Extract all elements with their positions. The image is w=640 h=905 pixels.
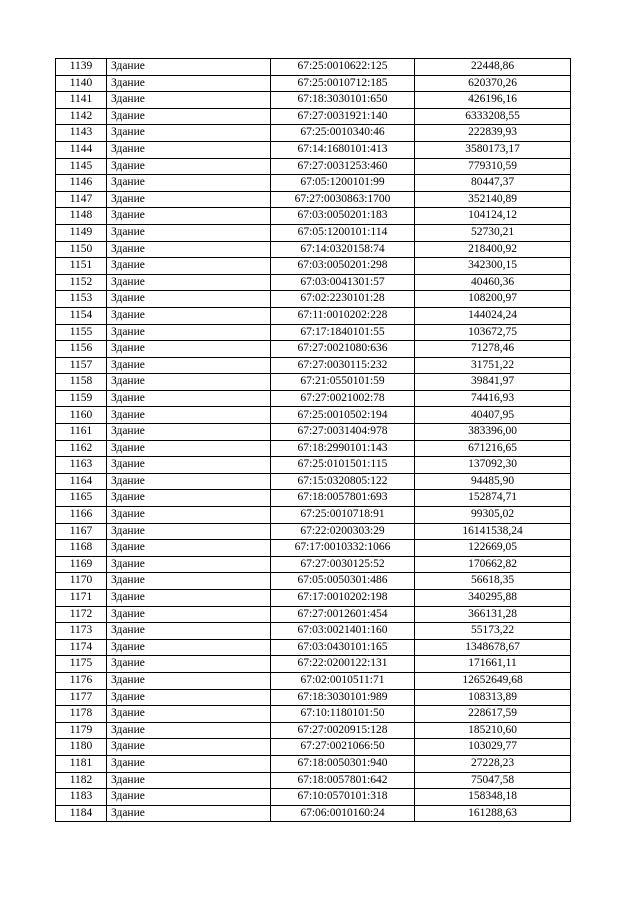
value-cell: 222839,93 [415,125,571,142]
table-row [56,357,571,374]
row-number-cell: 1172 [56,606,107,623]
value-cell: 171661,11 [415,656,571,673]
row-number-cell: 1175 [56,656,107,673]
object-type-cell: Здание [107,507,271,524]
cadastral-number-cell: 67:10:0570101:318 [271,789,415,806]
row-number-cell: 1146 [56,175,107,192]
row-number-cell: 1177 [56,689,107,706]
cadastral-number-cell: 67:27:0031921:140 [271,108,415,125]
object-type-cell: Здание [107,357,271,374]
cadastral-number-cell: 67:27:0021080:636 [271,341,415,358]
row-number-cell: 1156 [56,341,107,358]
row-number-cell: 1161 [56,424,107,441]
cadastral-number-cell: 67:02:0010511:71 [271,672,415,689]
table-row [56,639,571,656]
value-cell: 218400,92 [415,241,571,258]
value-cell: 104124,12 [415,208,571,225]
object-type-cell: Здание [107,656,271,673]
value-cell: 620370,26 [415,75,571,92]
object-type-cell: Здание [107,540,271,557]
cadastral-number-cell: 67:03:0041301:57 [271,274,415,291]
cadastral-number-cell: 67:27:0030863:1700 [271,191,415,208]
object-type-cell: Здание [107,772,271,789]
value-cell: 170662,82 [415,556,571,573]
object-type-cell: Здание [107,606,271,623]
cadastral-number-cell: 67:25:0101501:115 [271,457,415,474]
value-cell: 366131,28 [415,606,571,623]
cadastral-number-cell: 67:17:0010202:198 [271,590,415,607]
table-row [56,672,571,689]
value-cell: 161288,63 [415,805,571,822]
value-cell: 671216,65 [415,440,571,457]
row-number-cell: 1167 [56,523,107,540]
table-row [56,805,571,822]
cadastral-number-cell: 67:18:3030101:989 [271,689,415,706]
table-row [56,440,571,457]
value-cell: 108313,89 [415,689,571,706]
object-type-cell: Здание [107,755,271,772]
value-cell: 103672,75 [415,324,571,341]
object-type-cell: Здание [107,75,271,92]
value-cell: 108200,97 [415,291,571,308]
table-row [56,274,571,291]
table-row [56,191,571,208]
value-cell: 94485,90 [415,473,571,490]
value-cell: 55173,22 [415,623,571,640]
row-number-cell: 1139 [56,59,107,76]
cadastral-number-cell: 67:18:2990101:143 [271,440,415,457]
row-number-cell: 1184 [56,805,107,822]
cadastral-number-cell: 67:25:0010340:46 [271,125,415,142]
row-number-cell: 1144 [56,141,107,158]
object-type-cell: Здание [107,623,271,640]
value-cell: 228617,59 [415,706,571,723]
value-cell: 103029,77 [415,739,571,756]
value-cell: 99305,02 [415,507,571,524]
row-number-cell: 1141 [56,92,107,109]
cadastral-number-cell: 67:05:1200101:99 [271,175,415,192]
object-type-cell: Здание [107,208,271,225]
table-row [56,473,571,490]
cadastral-number-cell: 67:27:0012601:454 [271,606,415,623]
cadastral-number-cell: 67:17:1840101:55 [271,324,415,341]
table-row [56,689,571,706]
table-row [56,390,571,407]
object-type-cell: Здание [107,805,271,822]
cadastral-number-cell: 67:25:0010718:91 [271,507,415,524]
table-row [56,341,571,358]
value-cell: 158348,18 [415,789,571,806]
table-row [56,556,571,573]
cadastral-number-cell: 67:10:1180101:50 [271,706,415,723]
value-cell: 39841,97 [415,374,571,391]
value-cell: 426196,16 [415,92,571,109]
object-type-cell: Здание [107,440,271,457]
table-row [56,590,571,607]
cadastral-number-cell: 67:27:0021066:50 [271,739,415,756]
row-number-cell: 1152 [56,274,107,291]
value-cell: 185210,60 [415,722,571,739]
row-number-cell: 1147 [56,191,107,208]
object-type-cell: Здание [107,573,271,590]
value-cell: 71278,46 [415,341,571,358]
object-type-cell: Здание [107,672,271,689]
row-number-cell: 1163 [56,457,107,474]
cadastral-number-cell: 67:02:2230101:28 [271,291,415,308]
value-cell: 12652649,68 [415,672,571,689]
table-row [56,291,571,308]
row-number-cell: 1165 [56,490,107,507]
cadastral-number-cell: 67:27:0030115:232 [271,357,415,374]
value-cell: 74416,93 [415,390,571,407]
table-row [56,739,571,756]
table-row [56,573,571,590]
row-number-cell: 1176 [56,672,107,689]
cadastral-number-cell: 67:25:0010622:125 [271,59,415,76]
row-number-cell: 1143 [56,125,107,142]
row-number-cell: 1164 [56,473,107,490]
table-row [56,490,571,507]
row-number-cell: 1162 [56,440,107,457]
value-cell: 383396,00 [415,424,571,441]
table-row [56,507,571,524]
row-number-cell: 1150 [56,241,107,258]
cadastral-number-cell: 67:06:0010160:24 [271,805,415,822]
object-type-cell: Здание [107,258,271,275]
cadastral-number-cell: 67:14:1680101:413 [271,141,415,158]
value-cell: 27228,23 [415,755,571,772]
value-cell: 1348678,67 [415,639,571,656]
value-cell: 56618,35 [415,573,571,590]
table-row [56,424,571,441]
row-number-cell: 1157 [56,357,107,374]
value-cell: 122669,05 [415,540,571,557]
value-cell: 40407,95 [415,407,571,424]
value-cell: 152874,71 [415,490,571,507]
table-row [56,307,571,324]
row-number-cell: 1148 [56,208,107,225]
object-type-cell: Здание [107,689,271,706]
cadastral-number-cell: 67:18:0050301:940 [271,755,415,772]
row-number-cell: 1151 [56,258,107,275]
object-type-cell: Здание [107,390,271,407]
object-type-cell: Здание [107,108,271,125]
table-row [56,623,571,640]
row-number-cell: 1160 [56,407,107,424]
row-number-cell: 1178 [56,706,107,723]
object-type-cell: Здание [107,158,271,175]
row-number-cell: 1183 [56,789,107,806]
value-cell: 779310,59 [415,158,571,175]
object-type-cell: Здание [107,291,271,308]
table-row [56,374,571,391]
object-type-cell: Здание [107,59,271,76]
row-number-cell: 1149 [56,224,107,241]
object-type-cell: Здание [107,324,271,341]
value-cell: 6333208,55 [415,108,571,125]
row-number-cell: 1153 [56,291,107,308]
row-number-cell: 1170 [56,573,107,590]
row-number-cell: 1159 [56,390,107,407]
object-type-cell: Здание [107,789,271,806]
object-type-cell: Здание [107,274,271,291]
cadastral-number-cell: 67:27:0031404:978 [271,424,415,441]
object-type-cell: Здание [107,407,271,424]
value-cell: 16141538,24 [415,523,571,540]
row-number-cell: 1145 [56,158,107,175]
object-type-cell: Здание [107,739,271,756]
row-number-cell: 1181 [56,755,107,772]
cadastral-number-cell: 67:15:0320805:122 [271,473,415,490]
cadastral-number-cell: 67:05:1200101:114 [271,224,415,241]
object-type-cell: Здание [107,307,271,324]
row-number-cell: 1155 [56,324,107,341]
object-type-cell: Здание [107,175,271,192]
cadastral-number-cell: 67:03:0050201:298 [271,258,415,275]
row-number-cell: 1169 [56,556,107,573]
row-number-cell: 1166 [56,507,107,524]
object-type-cell: Здание [107,590,271,607]
object-type-cell: Здание [107,523,271,540]
value-cell: 31751,22 [415,357,571,374]
value-cell: 3580173,17 [415,141,571,158]
table-row [56,108,571,125]
table-row [56,789,571,806]
cadastral-number-cell: 67:18:0057801:642 [271,772,415,789]
property-table [55,58,571,822]
cadastral-number-cell: 67:18:3030101:650 [271,92,415,109]
object-type-cell: Здание [107,191,271,208]
table-row [56,75,571,92]
row-number-cell: 1171 [56,590,107,607]
cadastral-number-cell: 67:27:0031253:460 [271,158,415,175]
cadastral-number-cell: 67:27:0030125:52 [271,556,415,573]
cadastral-number-cell: 67:27:0021002:78 [271,390,415,407]
cadastral-number-cell: 67:22:0200303:29 [271,523,415,540]
row-number-cell: 1154 [56,307,107,324]
cadastral-number-cell: 67:25:0010712:185 [271,75,415,92]
row-number-cell: 1174 [56,639,107,656]
value-cell: 342300,15 [415,258,571,275]
row-number-cell: 1142 [56,108,107,125]
object-type-cell: Здание [107,473,271,490]
table-row [56,407,571,424]
value-cell: 22448,86 [415,59,571,76]
object-type-cell: Здание [107,224,271,241]
property-table-body [56,59,571,822]
cadastral-number-cell: 67:14:0320158:74 [271,241,415,258]
cadastral-number-cell: 67:11:0010202:228 [271,307,415,324]
object-type-cell: Здание [107,125,271,142]
cadastral-number-cell: 67:17:0010332:1066 [271,540,415,557]
value-cell: 75047,58 [415,772,571,789]
cadastral-number-cell: 67:27:0020915:128 [271,722,415,739]
object-type-cell: Здание [107,424,271,441]
object-type-cell: Здание [107,374,271,391]
object-type-cell: Здание [107,639,271,656]
row-number-cell: 1158 [56,374,107,391]
object-type-cell: Здание [107,490,271,507]
table-row [56,258,571,275]
row-number-cell: 1182 [56,772,107,789]
table-row [56,208,571,225]
cadastral-number-cell: 67:05:0050301:486 [271,573,415,590]
table-row [56,175,571,192]
table-row [56,457,571,474]
cadastral-number-cell: 67:03:0050201:183 [271,208,415,225]
table-row [56,141,571,158]
table-row [56,125,571,142]
cadastral-number-cell: 67:22:0200122:131 [271,656,415,673]
cadastral-number-cell: 67:03:0021401:160 [271,623,415,640]
row-number-cell: 1173 [56,623,107,640]
row-number-cell: 1180 [56,739,107,756]
table-row [56,158,571,175]
value-cell: 52730,21 [415,224,571,241]
object-type-cell: Здание [107,92,271,109]
table-row [56,706,571,723]
table-row [56,772,571,789]
object-type-cell: Здание [107,141,271,158]
table-row [56,92,571,109]
object-type-cell: Здание [107,706,271,723]
value-cell: 137092,30 [415,457,571,474]
value-cell: 40460,36 [415,274,571,291]
object-type-cell: Здание [107,722,271,739]
value-cell: 144024,24 [415,307,571,324]
table-row [56,755,571,772]
value-cell: 80447,37 [415,175,571,192]
table-row [56,324,571,341]
row-number-cell: 1168 [56,540,107,557]
object-type-cell: Здание [107,241,271,258]
cadastral-number-cell: 67:03:0430101:165 [271,639,415,656]
value-cell: 340295,88 [415,590,571,607]
row-number-cell: 1179 [56,722,107,739]
table-row [56,59,571,76]
table-row [56,656,571,673]
cadastral-number-cell: 67:18:0057801:693 [271,490,415,507]
table-row [56,606,571,623]
row-number-cell: 1140 [56,75,107,92]
cadastral-number-cell: 67:25:0010502:194 [271,407,415,424]
value-cell: 352140,89 [415,191,571,208]
table-row [56,224,571,241]
object-type-cell: Здание [107,556,271,573]
object-type-cell: Здание [107,341,271,358]
table-row [56,241,571,258]
table-row [56,540,571,557]
object-type-cell: Здание [107,457,271,474]
table-row [56,523,571,540]
table-row [56,722,571,739]
cadastral-number-cell: 67:21:0550101:59 [271,374,415,391]
